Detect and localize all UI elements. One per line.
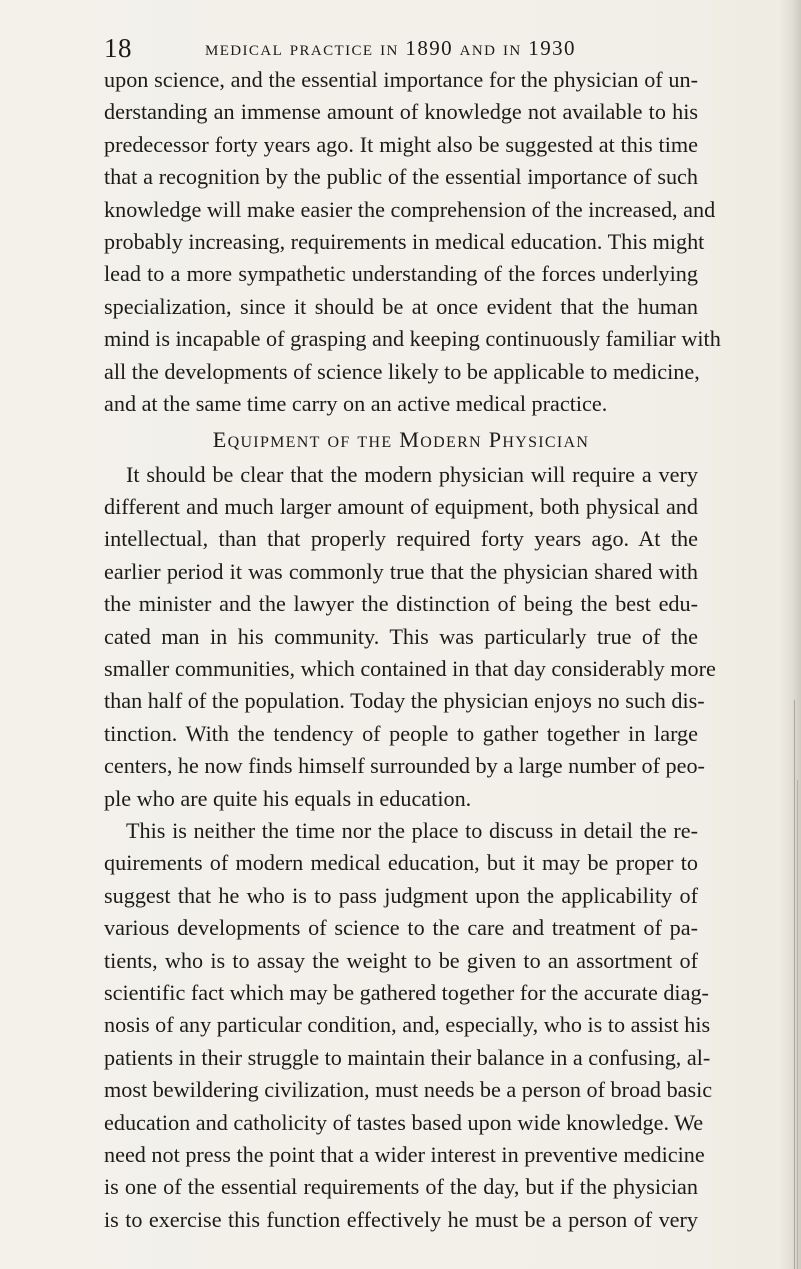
page-header [104, 30, 694, 66]
text-line: mind is incapable of grasping and keeping continuously familiar with [104, 326, 721, 352]
text-line: derstanding an immense amount of knowledge not available to his [104, 99, 698, 125]
text-line: predecessor forty years ago. It might also be suggested at this time [104, 131, 698, 157]
body-text [104, 64, 721, 1236]
text-line: education and catholicity of tastes based upon wide knowledge. We [104, 1109, 704, 1135]
text-line: centers, he now finds himself surrounded by a large number of peo- [104, 753, 705, 779]
text-line: tients, who is to assay the weight to be given to an assortment of [104, 947, 698, 973]
text-line: patients in their struggle to maintain their balance in a confusing, al- [104, 1044, 711, 1070]
text-line: upon science, and the essential importance for the physician of un- [104, 67, 698, 92]
text-line: cated man in his community. This was particularly true of the [104, 623, 698, 649]
section-heading: Equipment of the Modern Physician [212, 427, 590, 453]
text-line: various developments of science to the care and treatment of pa- [104, 915, 698, 941]
text-line: than half of the population. Today the physician enjoys no such dis- [104, 688, 705, 714]
text-line: suggest that he who is to pass judgment upon the applicability of [104, 882, 698, 908]
text-line: is to exercise this function effectively he must be a person of very [104, 1206, 698, 1232]
page-edge-line [794, 700, 795, 1269]
text-line: This is neither the time nor the place to discuss in detail the re- [126, 817, 698, 843]
text-line: earlier period it was commonly true that the physician shared with [104, 558, 698, 584]
text-line: It should be clear that the modern physician will require a very [126, 461, 698, 487]
text-line: all the developments of science likely to be applicable to medicine, [104, 358, 700, 384]
text-line: that a recognition by the public of the essential importance of such [104, 164, 698, 190]
text-line: nosis of any particular condition, and, especially, who is to assist his [104, 1012, 711, 1038]
text-line: knowledge will make easier the comprehension of the increased, and [104, 196, 716, 222]
page-edge-line [797, 780, 798, 1269]
paragraph-3 [104, 815, 713, 1236]
paragraph-1 [104, 64, 721, 420]
running-head: medical practice in 1890 and in 1930 [205, 36, 576, 60]
text-line: the minister and the lawyer the distinction of being the best edu- [104, 591, 698, 617]
text-line: different and much larger amount of equipment, both physical and [104, 494, 698, 520]
paragraph-2 [104, 459, 716, 815]
text-line: is one of the essential requirements of the day, but if the physician [104, 1174, 698, 1200]
text-line: intellectual, than that properly required forty years ago. At the [104, 526, 698, 552]
text-line: scientific fact which may be gathered together for the accurate diag- [104, 979, 709, 1005]
text-line: probably increasing, requirements in medical education. This might [104, 228, 705, 254]
text-line: need not press the point that a wider interest in preventive medicine [104, 1141, 705, 1167]
text-line: specialization, since it should be at once evident that the human [104, 293, 698, 319]
text-line: most bewildering civilization, must needs be a person of broad basic [104, 1077, 713, 1103]
text-line: tinction. With the tendency of people to gather together in large [104, 720, 698, 746]
text-line: lead to a more sympathetic understanding of the forces underlying [104, 261, 698, 287]
text-line: smaller communities, which contained in that day considerably more [104, 656, 716, 682]
text-line: quirements of modern medical education, but it may be proper to [104, 850, 698, 876]
text-line: and at the same time carry on an active medical practice. [104, 390, 608, 416]
text-line: ple who are quite his equals in education. [104, 785, 472, 811]
page-number: 18 [104, 33, 132, 63]
